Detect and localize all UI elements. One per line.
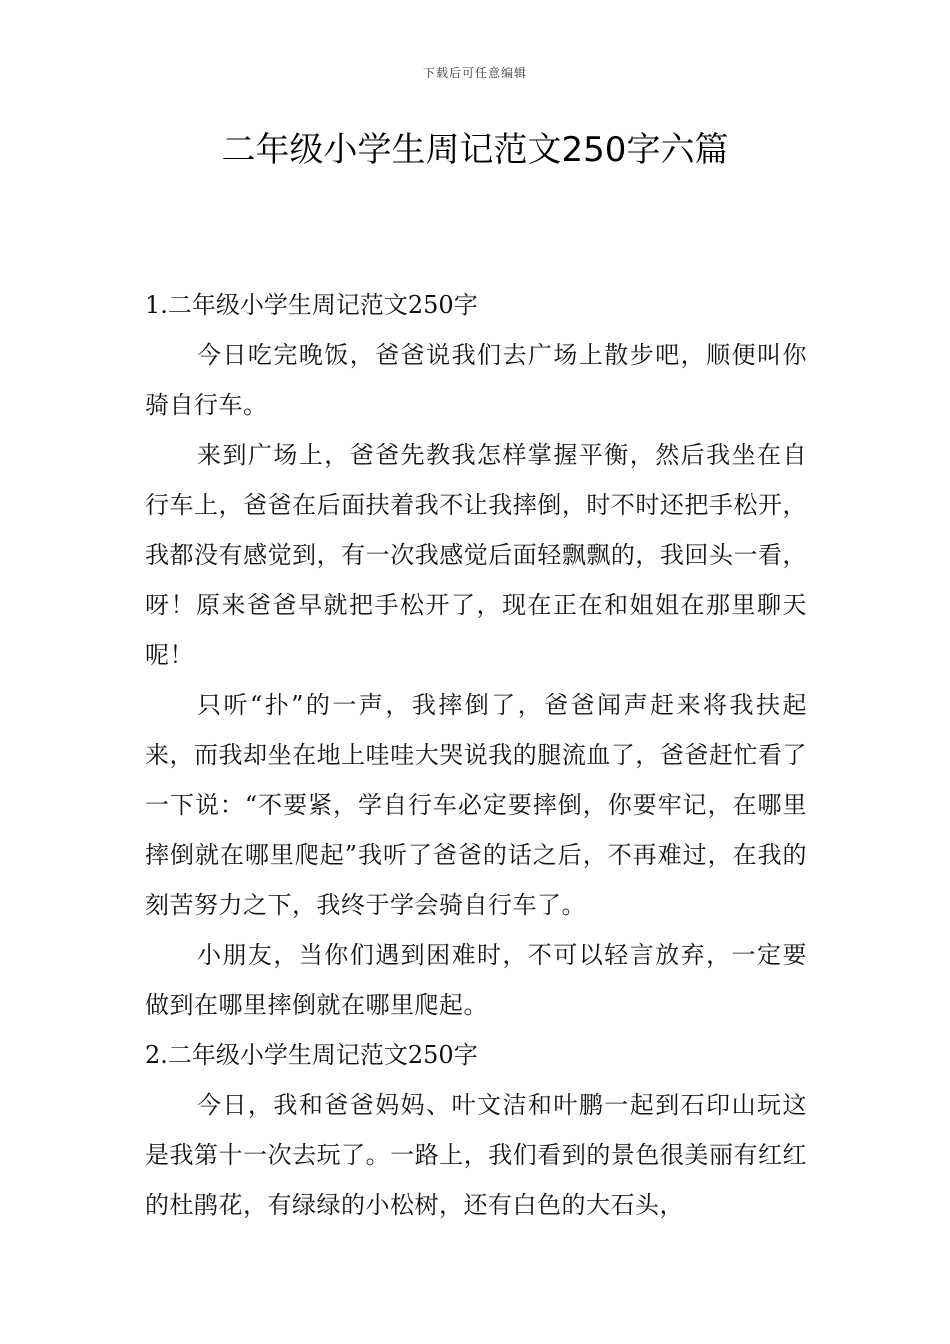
section-2 [145,1030,807,1230]
paragraph: 来到广场上，爸爸先教我怎样掌握平衡，然后我坐在自行车上，爸爸在后面扶着我不让我摔倒，时不时还把手松开，我都没有感觉到，有一次我感觉后面轻飘飘的，我回头一看，呀！原来爸爸早就把手松开了，现在正在和姐姐在那里聊天呢！ [145,441,807,669]
paragraph: 小朋友，当你们遇到困难时，不可以轻言放弃，一定要做到在哪里摔倒就在哪里爬起。 [145,941,807,1019]
paragraph: 今日吃完晚饭，爸爸说我们去广场上散步吧，顺便叫你骑自行车。 [145,341,807,419]
document-body [145,280,807,1230]
page-title: 二年级小学生周记范文250字六篇 [221,130,729,170]
paragraph: 只听“扑”的一声，我摔倒了，爸爸闻声赶来将我扶起来，而我却坐在地上哇哇大哭说我的腿流血了，爸爸赶忙看了一下说：“不要紧，学自行车必定要摔倒，你要牢记，在哪里摔倒就在哪里爬起”我听了爸爸的话之后，不再难过，在我的刻苦努力之下，我终于学会骑自行车了。 [145,691,807,919]
paragraph: 今日，我和爸爸妈妈、叶文洁和叶鹏一起到石印山玩这是我第十一次去玩了。一路上，我们看到的景色很美丽有红红的杜鹃花，有绿绿的小松树，还有白色的大石头， [145,1091,807,1219]
header-note: 下载后可任意编辑 [422,66,527,80]
section-1 [145,280,807,1030]
section-heading: 1.二年级小学生周记范文250字 [145,291,478,319]
section-heading: 2.二年级小学生周记范文250字 [145,1041,478,1069]
